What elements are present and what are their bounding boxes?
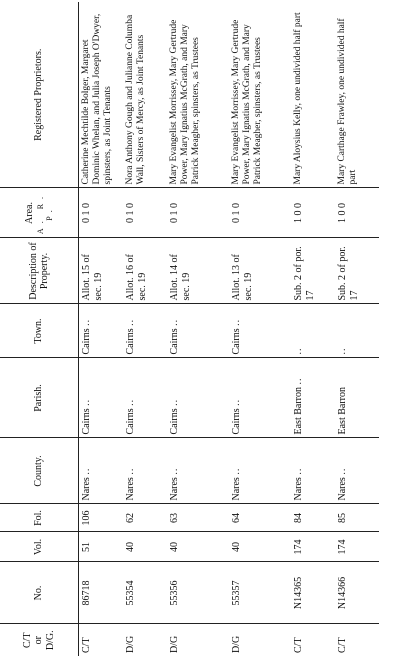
land-register-table: [0, 2, 379, 656]
cell-description: Allot. 13 of sec. 19: [229, 238, 291, 304]
cell-no: 55357: [229, 562, 291, 624]
cell-fol: 106: [79, 504, 124, 532]
cell-town: [79, 304, 124, 358]
county-dots: ..: [231, 467, 242, 475]
table-row: [167, 2, 229, 656]
town-dots: ..: [293, 347, 304, 355]
cell-vol: 174: [291, 532, 335, 562]
county-text: Nares: [81, 477, 92, 501]
county-text: Nares: [169, 477, 180, 501]
parish-text: Cairns: [231, 408, 242, 435]
cell-fol: 85: [335, 504, 379, 532]
parish-text: Cairns: [125, 408, 136, 435]
table-row: [123, 2, 167, 656]
cell-county: [79, 438, 124, 504]
town-dots: ..: [169, 318, 180, 326]
county-dots: ..: [81, 467, 92, 475]
cell-vol: 51: [79, 532, 124, 562]
cell-proprietors: Nora Anthony Gough and Julianne Columba Wall, Sisters of Mercy, as Joint Tenants: [123, 2, 167, 188]
cell-county: [229, 438, 291, 504]
county-dots: ..: [337, 467, 348, 475]
header-town: Town.: [0, 304, 79, 358]
cell-area: 1 0 0: [335, 188, 379, 238]
town-text: Cairns: [81, 328, 92, 355]
cell-county: [167, 438, 229, 504]
parish-text: East Barron: [293, 387, 304, 435]
cell-ct-dg: D/G: [231, 635, 242, 653]
cell-vol: 40: [123, 532, 167, 562]
parish-text: Cairns: [81, 408, 92, 435]
cell-proprietors: Mary Evangelist Morrissey, Mary Gertrude Power, Mary Ignatius McGrath, and Mary Patrick Meagher, spinsters, as Trustees: [229, 2, 291, 188]
cell-area: 0 1 0: [79, 188, 124, 238]
cell-town: [335, 304, 379, 358]
header-parish: Parish.: [0, 358, 79, 438]
cell-area: 0 1 0: [123, 188, 167, 238]
header-no: No.: [0, 562, 79, 624]
county-text: Nares: [125, 477, 136, 501]
cell-proprietors: Mary Aloysius Kelly, one undivided half part: [291, 2, 335, 188]
cell-no: 55356: [167, 562, 229, 624]
cell-no: N14366: [335, 562, 379, 624]
county-text: Nares: [231, 477, 242, 501]
cell-vol: 174: [335, 532, 379, 562]
parish-dots: ..: [169, 398, 180, 406]
table-row: [291, 2, 335, 656]
table-row: [335, 2, 379, 656]
header-area-units: A. R. P.: [35, 191, 54, 235]
cell-ct-dg: D/G: [125, 635, 136, 653]
cell-fol: 62: [123, 504, 167, 532]
cell-fol: 63: [167, 504, 229, 532]
county-dots: ..: [169, 467, 180, 475]
cell-description: Sub. 2 of por. 17: [291, 238, 335, 304]
cell-description: Allot. 14 of sec. 19: [167, 238, 229, 304]
town-text: Cairns: [169, 328, 180, 355]
cell-description: Sub. 2 of por. 17: [335, 238, 379, 304]
cell-fol: 84: [291, 504, 335, 532]
cell-ct-dg: C/T: [337, 637, 348, 653]
parish-dots: ..: [81, 398, 92, 406]
cell-parish: [79, 358, 124, 438]
cell-area: 0 1 0: [167, 188, 229, 238]
cell-no: 86718: [79, 562, 124, 624]
cell-vol: 40: [229, 532, 291, 562]
cell-ct-dg: D/G: [169, 635, 180, 653]
cell-parish: [291, 358, 335, 438]
table-row: [79, 2, 124, 656]
cell-county: [291, 438, 335, 504]
cell-description: Allot. 15 of sec. 19: [79, 238, 124, 304]
county-text: Nares: [293, 477, 304, 501]
cell-area: 1 0 0: [291, 188, 335, 238]
cell-county: [335, 438, 379, 504]
header-vol: Vol.: [0, 532, 79, 562]
cell-proprietors: Mary Evangelist Morrissey, Mary Gertrude Power, Mary Ignatius McGrath, and Mary Patrick Meagher, spinsters, as Trustees: [167, 2, 229, 188]
header-row: [0, 2, 79, 656]
table-row: [229, 2, 291, 656]
town-dots: ..: [337, 347, 348, 355]
parish-text: Cairns: [169, 408, 180, 435]
cell-county: [123, 438, 167, 504]
county-text: Nares: [337, 477, 348, 501]
cell-no: 55354: [123, 562, 167, 624]
header-fol: Fol.: [0, 504, 79, 532]
cell-parish: [123, 358, 167, 438]
town-text: Cairns: [125, 328, 136, 355]
cell-parish: [167, 358, 229, 438]
header-area-label: Area.: [24, 202, 36, 224]
cell-proprietors: Mary Carthage Frawley, one undivided half part: [335, 2, 379, 188]
header-county: County.: [0, 438, 79, 504]
header-description: Description of Property.: [0, 238, 79, 304]
parish-dots: ..: [293, 377, 304, 385]
cell-parish: [335, 358, 379, 438]
cell-town: [229, 304, 291, 358]
town-dots: ..: [125, 318, 136, 326]
cell-fol: 64: [229, 504, 291, 532]
cell-proprietors: Catherine Mechtilde Bolger, Margaret Dominic Whelan, and Julia Joseph O'Dwyer, spinsters, as Joint Tenants: [79, 2, 124, 188]
town-dots: ..: [231, 318, 242, 326]
cell-vol: 40: [167, 532, 229, 562]
town-text: Cairns: [231, 328, 242, 355]
town-dots: ..: [81, 318, 92, 326]
cell-town: [167, 304, 229, 358]
parish-text: East Barron: [337, 387, 348, 435]
cell-parish: [229, 358, 291, 438]
cell-description: Allot. 16 of sec. 19: [123, 238, 167, 304]
county-dots: ..: [125, 467, 136, 475]
county-dots: ..: [293, 467, 304, 475]
cell-town: [291, 304, 335, 358]
header-ct-dg: C/T or D/G.: [0, 624, 79, 656]
cell-no: N14365: [291, 562, 335, 624]
header-proprietors: Registered Proprietors.: [0, 2, 79, 188]
header-area: [0, 188, 79, 238]
cell-ct-dg: C/T: [293, 637, 304, 653]
cell-area: 0 1 0: [229, 188, 291, 238]
cell-town: [123, 304, 167, 358]
cell-ct-dg: C/T: [81, 637, 92, 653]
parish-dots: ..: [125, 398, 136, 406]
parish-dots: ..: [231, 398, 242, 406]
